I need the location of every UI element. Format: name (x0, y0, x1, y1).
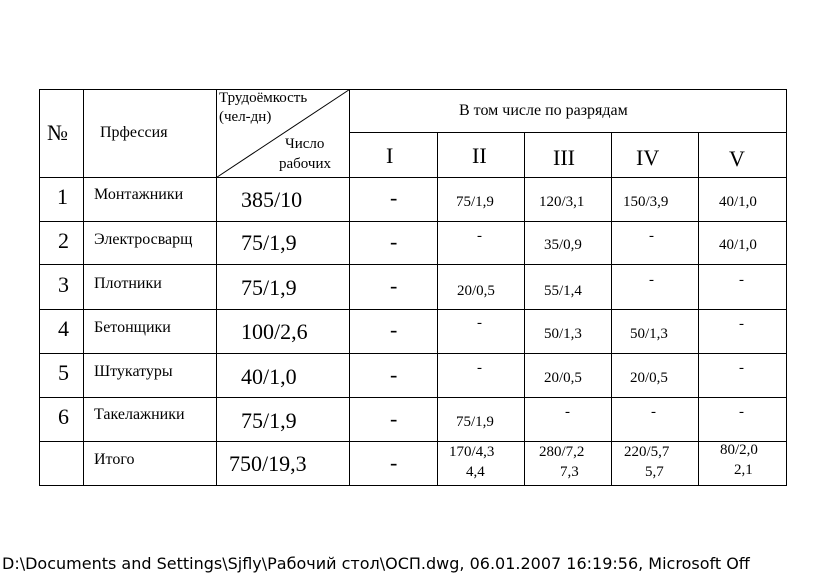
total-grade-4-line1: 220/5,7 (624, 444, 670, 460)
grade-1-value: - (390, 273, 398, 298)
grade-4-value: 50/1,3 (630, 326, 668, 342)
profession-name: Штукатуры (94, 363, 173, 380)
grade-4-value: 20/0,5 (630, 370, 668, 386)
grade-3-value: 120/3,1 (539, 194, 585, 210)
grade-5-value: - (739, 404, 744, 420)
total-grade-3-line1: 280/7,2 (539, 444, 585, 460)
labor-total: 75/1,9 (241, 408, 297, 433)
row-number: 6 (58, 404, 69, 429)
total-grade-4-line2: 5,7 (645, 464, 664, 480)
grade-header-1: I (386, 143, 394, 168)
profession-name: Монтажники (94, 186, 184, 203)
grade-1-value: - (390, 406, 398, 431)
grade-4-value: - (649, 272, 654, 288)
grade-5-value: 40/1,0 (719, 237, 757, 253)
row-number: 2 (58, 228, 69, 253)
labor-total: 40/1,0 (241, 364, 297, 389)
labor-total: 100/2,6 (241, 319, 308, 344)
total-grade-3-line2: 7,3 (560, 464, 579, 480)
grade-header-4: IV (636, 145, 660, 170)
grade-2-value: 75/1,9 (456, 194, 494, 210)
grade-3-value: 50/1,3 (544, 326, 582, 342)
profession-name: Такелажники (94, 406, 185, 423)
grade-3-value: 20/0,5 (544, 370, 582, 386)
grade-3-value: 35/0,9 (544, 237, 582, 253)
grade-2-value: - (477, 315, 482, 331)
row-number: 1 (57, 184, 68, 209)
grade-2-value: - (477, 228, 482, 244)
grade-5-value: - (739, 360, 744, 376)
grade-1-value: - (390, 229, 398, 254)
file-path-footer: D:\Documents and Settings\Sjfly\Рабочий стол\ОСП.dwg, 06.01.2007 16:19:56, Microsoft Off (2, 554, 750, 573)
grade-1-value: - (390, 362, 398, 387)
grade-3-value: 55/1,4 (544, 283, 582, 299)
profession-name: Плотники (94, 275, 162, 292)
grades-title: В том числе по разрядам (459, 102, 628, 119)
grade-header-3: III (553, 145, 575, 170)
labor-unit-header: (чел-дн) (219, 109, 272, 125)
grade-3-value: - (565, 404, 570, 420)
grade-5-value: 40/1,0 (719, 194, 757, 210)
profession-name: Электросварщ (94, 231, 193, 248)
total-grade-5-line2: 2,1 (734, 462, 753, 478)
total-labor: 750/19,3 (229, 451, 307, 476)
grade-4-value: - (649, 228, 654, 244)
grade-4-value: - (651, 404, 656, 420)
grade-4-value: 150/3,9 (623, 194, 669, 210)
grade-2-value: 75/1,9 (456, 414, 494, 430)
labor-total: 75/1,9 (241, 230, 297, 255)
grade-1-value: - (390, 317, 398, 342)
workers-header-line2: рабочих (279, 156, 331, 172)
total-grade-1: - (390, 450, 398, 475)
row-number: 5 (58, 360, 69, 385)
grade-header-2: II (472, 143, 487, 168)
grade-5-value: - (739, 272, 744, 288)
labor-total: 75/1,9 (241, 275, 297, 300)
grade-header-5: V (729, 146, 745, 171)
row-number: 3 (58, 272, 69, 297)
total-grade-2-line2: 4,4 (466, 464, 485, 480)
profession-header: Прфессия (100, 124, 168, 141)
profession-name: Бетонщики (94, 319, 171, 336)
grade-2-value: 20/0,5 (457, 283, 495, 299)
total-grade-5-line1: 80/2,0 (720, 442, 758, 458)
total-grade-2-line1: 170/4,3 (449, 444, 495, 460)
total-label: Итого (94, 451, 135, 468)
labor-total: 385/10 (241, 187, 303, 212)
grade-5-value: - (739, 316, 744, 332)
grade-2-value: - (477, 360, 482, 376)
labor-header: Трудоёмкость (219, 90, 308, 106)
workers-header-line1: Число (285, 136, 325, 152)
row-number: 4 (58, 316, 69, 341)
grade-1-value: - (390, 185, 398, 210)
num-header: № (47, 120, 68, 145)
